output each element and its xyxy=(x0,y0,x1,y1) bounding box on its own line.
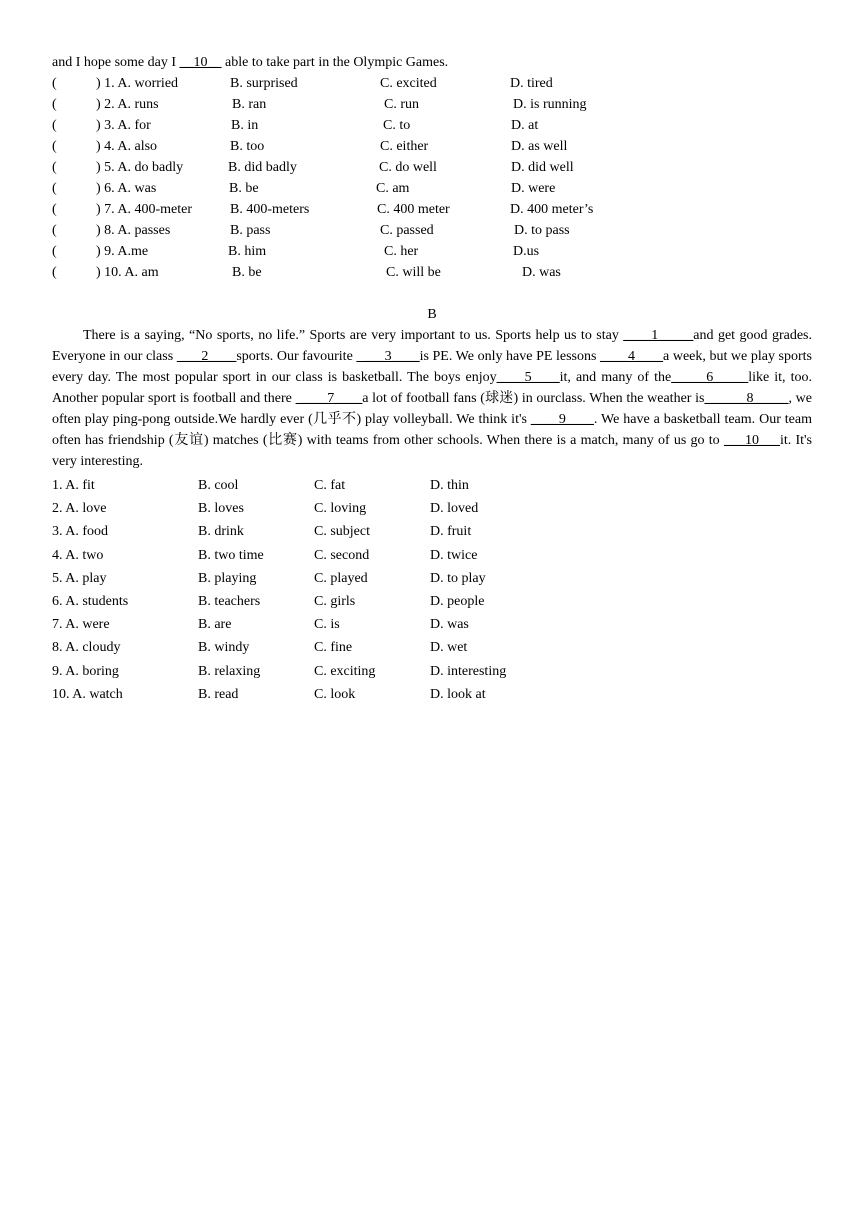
option-c: C. do well xyxy=(379,160,437,175)
passage-text: a lot of football fans (球迷) in ourclass. When the weather is xyxy=(362,391,705,406)
passage-blank-7: ____7____ xyxy=(295,391,363,406)
option-a: ) 4. A. also xyxy=(96,139,158,154)
option-b: B. two time xyxy=(198,547,264,563)
question-row xyxy=(52,220,812,241)
document-page xyxy=(52,52,812,706)
section-a-intro xyxy=(52,52,812,73)
section-b-title: B xyxy=(427,307,437,322)
option-row xyxy=(52,660,812,683)
option-d: D. wet xyxy=(430,640,468,656)
answer-paren: ( xyxy=(52,265,57,280)
option-a: ) 10. A. am xyxy=(96,265,159,280)
intro-text: and I hope some day I xyxy=(52,55,180,70)
option-a: 7. A. were xyxy=(52,617,110,633)
passage-text: it, and many of the xyxy=(559,370,672,385)
option-d: D. loved xyxy=(430,501,479,517)
question-row xyxy=(52,94,812,115)
option-c: C. either xyxy=(380,139,429,154)
option-d: D. interesting xyxy=(430,663,507,679)
option-b: B. cool xyxy=(198,478,239,493)
option-b: B. ran xyxy=(232,97,267,112)
passage-text: sports. Our favourite xyxy=(236,349,357,364)
option-a: 8. A. cloudy xyxy=(52,640,121,656)
option-b: B. windy xyxy=(198,640,250,656)
option-d: D. look at xyxy=(430,686,486,702)
option-c: C. passed xyxy=(380,223,434,238)
option-c: C. loving xyxy=(314,501,367,517)
option-d: D. to play xyxy=(430,570,486,586)
option-c: C. exciting xyxy=(314,663,376,679)
option-d: D. were xyxy=(511,181,556,196)
answer-paren: ( xyxy=(52,76,57,91)
passage-blank-3: ___3____ xyxy=(356,349,420,364)
answer-paren: ( xyxy=(52,160,57,175)
option-row xyxy=(52,520,812,543)
passage-blank-5: ____5____ xyxy=(496,370,560,385)
passage-blank-4: ____4____ xyxy=(600,349,664,364)
answer-paren: ( xyxy=(52,244,57,259)
option-b: B. be xyxy=(229,181,259,196)
option-b: B. read xyxy=(198,686,239,702)
question-row xyxy=(52,262,812,283)
answer-paren: ( xyxy=(52,97,57,112)
passage-text: a week, but we play sports every day. The most popular sport in our class is basketball. The boys enjoy xyxy=(52,349,812,385)
option-c: C. excited xyxy=(380,76,437,91)
option-a: ) 7. A. 400-meter xyxy=(96,202,193,217)
option-row xyxy=(52,683,812,706)
option-b: B. are xyxy=(198,617,232,633)
option-a: 1. A. fit xyxy=(52,478,95,493)
passage-text: . We have a basketball team. Our team often has friendship (友谊) matches (比赛) with teams from other schools. When there is a match, many of us go to xyxy=(52,412,812,448)
option-a: ) 9. A.me xyxy=(96,244,149,259)
option-a: 4. A. two xyxy=(52,547,104,563)
option-b: B. too xyxy=(230,139,265,154)
option-d: D. was xyxy=(430,617,469,633)
option-row xyxy=(52,567,812,590)
option-row xyxy=(52,590,812,613)
option-d: D. is running xyxy=(513,97,587,112)
option-b: B. 400-meters xyxy=(230,202,310,217)
option-b: B. did badly xyxy=(228,160,297,175)
passage-text: like it, too. Another popular sport is football and there xyxy=(52,370,812,406)
option-c: C. run xyxy=(384,97,419,112)
passage-blank-8: ______8_____ xyxy=(704,391,789,406)
option-a: ) 1. A. worried xyxy=(96,76,179,91)
section-a-questions xyxy=(52,73,812,283)
option-c: C. subject xyxy=(314,524,370,540)
option-b: B. playing xyxy=(198,570,257,586)
option-b: B. him xyxy=(228,244,267,259)
passage-blank-10: ___10___ xyxy=(723,433,780,448)
option-c: C. girls xyxy=(314,593,356,609)
option-row xyxy=(52,474,812,497)
option-row xyxy=(52,636,812,659)
option-c: C. look xyxy=(314,686,356,702)
question-row xyxy=(52,199,812,220)
option-a: 9. A. boring xyxy=(52,663,119,679)
option-b: B. surprised xyxy=(230,76,298,91)
option-d: D. to pass xyxy=(514,223,570,238)
passage-blank-2: ___2____ xyxy=(176,349,237,364)
option-row xyxy=(52,544,812,567)
option-d: D. as well xyxy=(511,139,568,154)
option-c: C. will be xyxy=(386,265,441,280)
option-d: D. people xyxy=(430,593,485,609)
option-d: D. 400 meter’s xyxy=(510,202,594,217)
passage-blank-9: ____9____ xyxy=(530,412,594,427)
passage-blank-1: ____1_____ xyxy=(623,328,694,343)
option-a: ) 8. A. passes xyxy=(96,223,171,238)
option-a: ) 6. A. was xyxy=(96,181,157,196)
option-a: ) 3. A. for xyxy=(96,118,151,133)
option-c: C. is xyxy=(314,617,340,633)
section-b-options xyxy=(52,474,812,706)
option-c: C. to xyxy=(383,118,411,133)
option-row xyxy=(52,613,812,636)
option-c: C. second xyxy=(314,547,370,563)
passage-text: There is a saying, “No sports, no life.” Sports are very important to us. Sports help us to stay xyxy=(83,328,624,343)
option-d: D. was xyxy=(522,265,561,280)
blank-10: __10__ xyxy=(179,55,222,70)
option-d: D. did well xyxy=(511,160,574,175)
option-c: C. am xyxy=(376,181,410,196)
option-c: C. fine xyxy=(314,640,353,656)
option-a: ) 5. A. do badly xyxy=(96,160,184,175)
option-d: D. tired xyxy=(510,76,553,91)
answer-paren: ( xyxy=(52,202,57,217)
answer-paren: ( xyxy=(52,181,57,196)
answer-paren: ( xyxy=(52,139,57,154)
option-a: 6. A. students xyxy=(52,593,129,609)
intro-text-end: able to take part in the Olympic Games. xyxy=(221,55,449,70)
option-a: ) 2. A. runs xyxy=(96,97,159,112)
option-a: 2. A. love xyxy=(52,501,107,517)
option-d: D.us xyxy=(513,244,540,259)
passage-text: and get good grades. Everyone in our class xyxy=(52,328,812,364)
question-row xyxy=(52,115,812,136)
question-row xyxy=(52,178,812,199)
option-b: B. teachers xyxy=(198,593,261,609)
question-row xyxy=(52,241,812,262)
option-d: D. twice xyxy=(430,547,478,563)
passage-text: is PE. We only have PE lessons xyxy=(419,349,601,364)
question-row xyxy=(52,73,812,94)
passage-text: it. It's very interesting. xyxy=(52,433,812,469)
option-d: D. at xyxy=(511,118,539,133)
option-b: B. relaxing xyxy=(198,663,261,679)
section-b-passage xyxy=(52,325,812,472)
option-c: C. fat xyxy=(314,478,346,493)
option-b: B. drink xyxy=(198,524,244,540)
option-c: C. played xyxy=(314,570,368,586)
question-row xyxy=(52,157,812,178)
option-b: B. loves xyxy=(198,501,244,517)
passage-blank-6: _____6_____ xyxy=(671,370,749,385)
passage-text: , we often play ping-pong outside.We hardly ever (几乎不) play volleyball. We think it's xyxy=(52,391,813,427)
option-row xyxy=(52,497,812,520)
option-d: D. thin xyxy=(430,478,469,493)
answer-paren: ( xyxy=(52,118,57,133)
option-b: B. be xyxy=(232,265,262,280)
answer-paren: ( xyxy=(52,223,57,238)
option-a: 5. A. play xyxy=(52,570,107,586)
option-c: C. 400 meter xyxy=(377,202,450,217)
question-row xyxy=(52,136,812,157)
option-b: B. in xyxy=(231,118,259,133)
option-a: 3. A. food xyxy=(52,524,108,540)
option-b: B. pass xyxy=(230,223,271,238)
option-a: 10. A. watch xyxy=(52,686,123,702)
option-d: D. fruit xyxy=(430,524,472,540)
option-c: C. her xyxy=(384,244,419,259)
